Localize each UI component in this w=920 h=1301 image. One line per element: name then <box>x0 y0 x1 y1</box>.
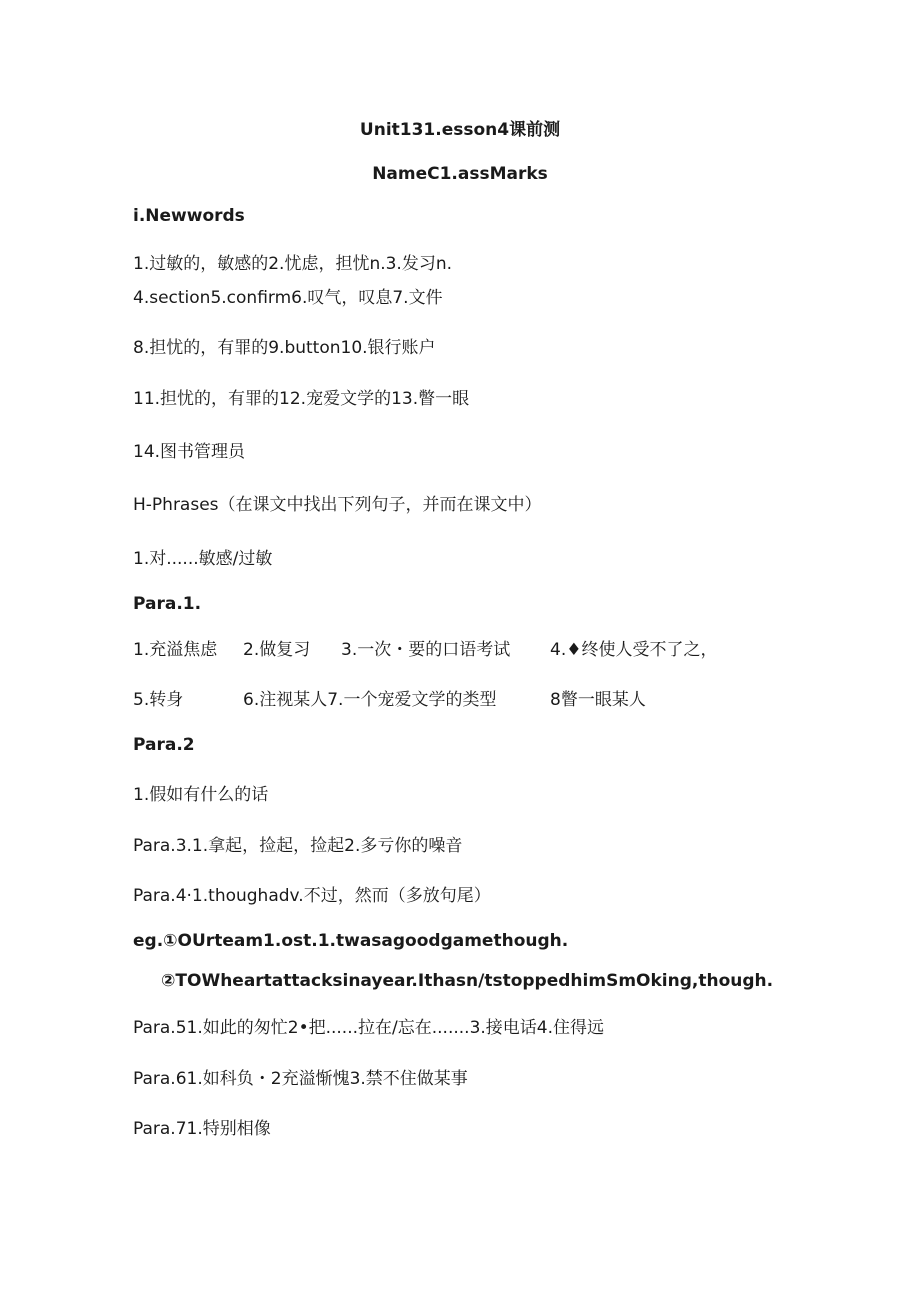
document-title: Unit131.esson4课前测 <box>359 120 561 140</box>
new-words-line-2: 4.section5.confirm6.叹气，叹息7.文件 <box>133 288 443 308</box>
para2-item: 1.假如有什么的话 <box>133 785 269 805</box>
para7-line: Para.71.特别相像 <box>133 1119 271 1139</box>
new-words-line-1: 1.过敏的，敏感的2.忧虑，担忧n.3.发习n. <box>133 254 453 274</box>
name-class-marks-line: NameC1.assMarks <box>372 164 548 184</box>
para1-item-5: 5.转身 <box>133 690 184 710</box>
example-sentence-2: ②TOWheartattacksinayear.Ithasn/tstoppedhimSmOking,though. <box>161 971 774 991</box>
para3-line: Para.3.1.拿起，捡起，捡起2.多亏你的噪音 <box>133 836 463 856</box>
new-words-line-5: 14.图书管理员 <box>133 442 246 462</box>
para6-line: Para.61.如科负・2充溢惭愧3.禁不住做某事 <box>133 1069 468 1089</box>
para1-item-2: 2.做复习 <box>243 640 311 660</box>
para1-item-8: 8瞥一眼某人 <box>550 690 646 710</box>
para2-label: Para.2 <box>133 735 195 755</box>
para1-label: Para.1. <box>133 594 202 614</box>
para5-line: Para.51.如此的匆忙2•把......拉在/忘在.......3.接电话4.住得远 <box>133 1018 605 1038</box>
phrases-heading: H-Phrases（在课文中找出下列句子，并而在课文中） <box>133 495 542 515</box>
para4-line: Para.4·1.thoughadv.不过，然而（多放句尾） <box>133 886 491 906</box>
para1-item-4: 4.♦终使人受不了之， <box>550 640 718 660</box>
example-sentence-1: eg.①OUrteam1.ost.1.twasagoodgamethough. <box>133 931 569 951</box>
para1-item-1: 1.充溢焦虑 <box>133 640 218 660</box>
para1-item-3: 3.一次・要的口语考试 <box>341 640 511 660</box>
phrases-intro-item: 1.对......敏感/过敏 <box>133 549 273 569</box>
new-words-line-4: 11.担忧的，有罪的12.宠爱文学的13.瞥一眼 <box>133 389 470 409</box>
new-words-heading: i.Newwords <box>133 206 245 226</box>
para1-item-6-7: 6.注视某人7.一个宠爱文学的类型 <box>243 690 497 710</box>
new-words-line-3: 8.担忧的，有罪的9.button10.银行账户 <box>133 338 436 358</box>
